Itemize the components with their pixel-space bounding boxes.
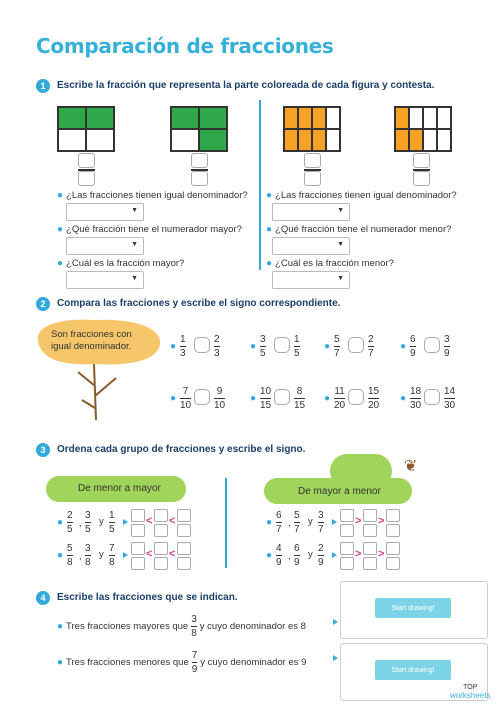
numerator: 1 [294,334,300,345]
order-numerator-input[interactable] [154,509,168,522]
fraction [410,386,421,411]
bullet: ● [400,393,407,404]
numerator: 2 [67,510,73,521]
order-numerator-input[interactable] [340,542,354,555]
question-left-1: ● ¿Las fracciones tienen igual denominador? [57,190,248,201]
order-denominator-input[interactable] [340,557,354,570]
section-1-number: 1 [36,79,50,93]
denominator: 15 [294,400,306,411]
fraction-4-denominator-input[interactable] [413,171,430,186]
denominator: 10 [214,400,226,411]
denominator: 5 [109,524,115,535]
fraction-bar [294,398,305,399]
bullet: ● [266,517,273,528]
dropdown-left-1[interactable] [66,203,144,221]
numerator: 10 [260,386,272,397]
order-sign: > [378,548,385,560]
conjunction: y [99,516,104,527]
fraction-bar [85,522,91,523]
denominator: 3 [180,348,186,359]
conjunction: y [308,549,313,560]
chevron-down-icon: ▼ [131,275,138,282]
fraction-bar [444,346,450,347]
fraction-bar [334,398,345,399]
order-denominator-input[interactable] [340,524,354,537]
order-numerator-input[interactable] [177,542,191,555]
arrow-right-icon [123,519,128,525]
comparison-sign-input[interactable] [194,389,210,405]
order-denominator-input[interactable] [386,524,400,537]
denominator: 15 [260,400,272,411]
order-denominator-input[interactable] [363,524,377,537]
fraction-4-numerator-input[interactable] [413,153,430,168]
fraction-bar [444,398,455,399]
fraction-bar [410,398,421,399]
fraction-2-denominator-input[interactable] [191,171,208,186]
fraction [214,334,220,359]
question-left-3: ● ¿Cuál es la fracción mayor? [57,258,185,269]
question-right-3: ● ¿Cuál es la fracción menor? [266,258,394,269]
fraction [260,386,271,411]
denominator: 7 [318,524,324,535]
label-right-cloud-top [330,454,392,488]
dropdown-right-3[interactable] [272,271,350,289]
figure-1 [57,106,115,152]
arrow-right-icon [332,552,337,558]
fraction-bar [318,555,324,556]
figure-2 [170,106,228,152]
denominator: 7 [334,348,340,359]
section-1-title: Escribe la fracción que representa la parte coloreada de cada figura y contesta. [57,80,435,91]
order-numerator-input[interactable] [131,542,145,555]
fraction-bar [294,555,300,556]
arrow-right-icon [333,655,338,661]
fraction-bar [276,522,282,523]
fraction-bar [180,398,191,399]
fraction-3-numerator-input[interactable] [304,153,321,168]
task-row-1: ● Tres fracciones mayores que $\frac{3}{8}$ y cuyo denominador es 8 [57,614,306,639]
fraction [67,543,73,568]
comma: , [288,518,291,529]
order-denominator-input[interactable] [154,557,168,570]
fraction-bar [260,398,271,399]
fraction [260,334,266,359]
section-2-number: 2 [36,297,50,311]
dropdown-left-2[interactable] [66,237,144,255]
denominator: 5 [85,524,91,535]
fraction [294,386,305,411]
label-right: De mayor a menor [298,486,381,497]
denominator: 7 [276,524,282,535]
fraction [318,510,324,535]
fraction-1-numerator-input[interactable] [78,153,95,168]
order-sign: < [169,548,176,560]
comparison-sign-input[interactable] [194,337,210,353]
fraction [334,334,340,359]
denominator: 30 [410,400,422,411]
denominator: 9 [410,348,416,359]
question-right-1: ● ¿Las fracciones tienen igual denominador? [266,190,457,201]
denominator: 30 [444,400,456,411]
fraction-3-denominator-input[interactable] [304,171,321,186]
order-denominator-input[interactable] [131,557,145,570]
numerator: 14 [444,386,456,397]
start-drawing-button[interactable]: Start drawing! [375,598,451,618]
page-title: Comparación de fracciones [36,34,334,58]
section-3-number: 3 [36,443,50,457]
fraction [67,510,73,535]
numerator: 6 [410,334,416,345]
fraction [294,334,300,359]
order-sign: < [146,548,153,560]
order-numerator-input[interactable] [177,509,191,522]
arrow-right-icon [123,552,128,558]
denominator: 5 [260,348,266,359]
fraction [180,334,186,359]
comparison-sign-input[interactable] [274,337,290,353]
order-numerator-input[interactable] [363,509,377,522]
numerator: 15 [368,386,380,397]
fraction [276,543,282,568]
fraction-bar [318,522,324,523]
task-row-2: ● Tres fracciones menores que $\frac{7}{9}$ y cuyo denominador es 9 [57,650,307,675]
drawing-box-1[interactable] [340,581,488,639]
section-4-title: Escribe las fracciones que se indican. [57,592,238,603]
bullet: ● [266,550,273,561]
numerator: 2 [214,334,220,345]
denominator: 7 [368,348,374,359]
bullet: ● [400,341,407,352]
order-numerator-input[interactable] [386,542,400,555]
numerator: 6 [276,510,282,521]
numerator: 4 [276,543,282,554]
figure-3 [283,106,341,152]
fraction-bar [85,555,91,556]
fraction-2-numerator-input[interactable] [191,153,208,168]
conjunction: y [308,516,313,527]
fraction-bar [334,346,340,347]
bullet: ● [57,517,64,528]
fraction-bar [368,398,379,399]
figure-4 [394,106,452,152]
bullet: ● [170,393,177,404]
order-numerator-input[interactable] [340,509,354,522]
numerator: 5 [67,543,73,554]
chevron-down-icon: ▼ [131,207,138,214]
fraction-bar [276,555,282,556]
fraction-bar [410,346,416,347]
comma: , [288,551,291,562]
numerator: 3 [318,510,324,521]
order-denominator-input[interactable] [177,524,191,537]
conjunction: y [99,549,104,560]
denominator: 7 [294,524,300,535]
arrow-right-icon [333,619,338,625]
divider [225,478,227,568]
divider [259,100,261,270]
comparison-sign-input[interactable] [274,389,290,405]
start-drawing-button[interactable]: Start drawing! [375,660,451,680]
comma: , [79,518,82,529]
denominator: 8 [109,557,115,568]
comparison-sign-input[interactable] [424,337,440,353]
fraction-bar [109,522,115,523]
numerator: 7 [182,386,189,397]
section-2-title: Compara las fracciones y escribe el signo correspondiente. [57,298,341,309]
fraction [444,334,450,359]
denominator: 20 [334,400,346,411]
dropdown-right-1[interactable] [272,203,350,221]
chevron-down-icon: ▼ [337,241,344,248]
fraction [85,543,91,568]
numerator: 7 [109,543,115,554]
denominator: 5 [67,524,73,535]
chevron-down-icon: ▼ [337,207,344,214]
denominator: 10 [180,400,192,411]
dropdown-left-3[interactable] [66,271,144,289]
fraction-bar [109,555,115,556]
numerator: 5 [334,334,340,345]
fraction [109,510,115,535]
fraction [368,334,374,359]
numerator: 1 [109,510,115,521]
bullet: ● [57,550,64,561]
numerator: 5 [294,510,300,521]
bullet: ● [250,341,257,352]
fraction [334,386,345,411]
order-denominator-input[interactable] [131,524,145,537]
fraction [410,334,416,359]
watermark-logo: TOP worksheets [450,684,491,700]
order-numerator-input[interactable] [363,542,377,555]
order-numerator-input[interactable] [386,509,400,522]
dropdown-right-2[interactable] [272,237,350,255]
fraction [294,543,300,568]
fraction-bar [180,346,186,347]
fraction-bar [67,522,73,523]
comparison-sign-input[interactable] [348,337,364,353]
fraction [85,510,91,535]
fraction [109,543,115,568]
denominator: 8 [85,557,91,568]
denominator: 9 [318,557,324,568]
section-4-number: 4 [36,591,50,605]
order-denominator-input[interactable] [154,524,168,537]
order-denominator-input[interactable] [177,557,191,570]
chevron-down-icon: ▼ [337,275,344,282]
fraction-bar [214,346,220,347]
numerator: 2 [368,334,374,345]
denominator: 9 [276,557,282,568]
numerator: 18 [410,386,422,397]
numerator: 3 [85,510,91,521]
fraction [368,386,379,411]
fraction [214,386,225,411]
question-left-2: ● ¿Qué fracción tiene el numerador mayor? [57,224,242,235]
numerator: 3 [260,334,266,345]
order-denominator-input[interactable] [386,557,400,570]
fraction [294,510,300,535]
numerator: 8 [296,386,303,397]
numerator: 9 [216,386,223,397]
fraction-bar [67,555,73,556]
denominator: 9 [444,348,450,359]
chevron-down-icon: ▼ [131,241,138,248]
question-right-2: ● ¿Qué fracción tiene el numerador menor? [266,224,452,235]
denominator: 9 [294,557,300,568]
denominator: 8 [67,557,73,568]
numerator: 1 [180,334,186,345]
numerator: 2 [318,543,324,554]
fraction [318,543,324,568]
fraction-bar [368,346,374,347]
label-left: De menor a mayor [78,483,161,494]
bullet: ● [324,341,331,352]
numerator: 11 [334,386,345,397]
fraction-bar [294,522,300,523]
bullet: ● [170,341,177,352]
rabbit-icon: ❦ [404,458,418,475]
fraction-1-denominator-input[interactable] [78,171,95,186]
fraction [276,510,282,535]
numerator: 6 [294,543,300,554]
denominator: 20 [368,400,380,411]
fraction [444,386,455,411]
order-sign: < [169,515,176,527]
bullet: ● [250,393,257,404]
fraction [180,386,191,411]
order-sign: > [378,515,385,527]
denominator: 3 [214,348,220,359]
order-numerator-input[interactable] [154,542,168,555]
denominator: 5 [294,348,300,359]
order-sign: > [355,515,362,527]
section-3-title: Ordena cada grupo de fracciones y escribe el signo. [57,444,306,455]
fraction-bar [214,398,225,399]
order-numerator-input[interactable] [131,509,145,522]
fraction-bar [294,346,300,347]
order-denominator-input[interactable] [363,557,377,570]
comparison-sign-input[interactable] [348,389,364,405]
order-sign: < [146,515,153,527]
comma: , [79,551,82,562]
order-sign: > [355,548,362,560]
tree-bubble-text: Son fracciones con igual denominador. [51,329,132,352]
comparison-sign-input[interactable] [424,389,440,405]
numerator: 3 [85,543,91,554]
bullet: ● [324,393,331,404]
arrow-right-icon [332,519,337,525]
numerator: 3 [444,334,450,345]
fraction-bar [260,346,266,347]
